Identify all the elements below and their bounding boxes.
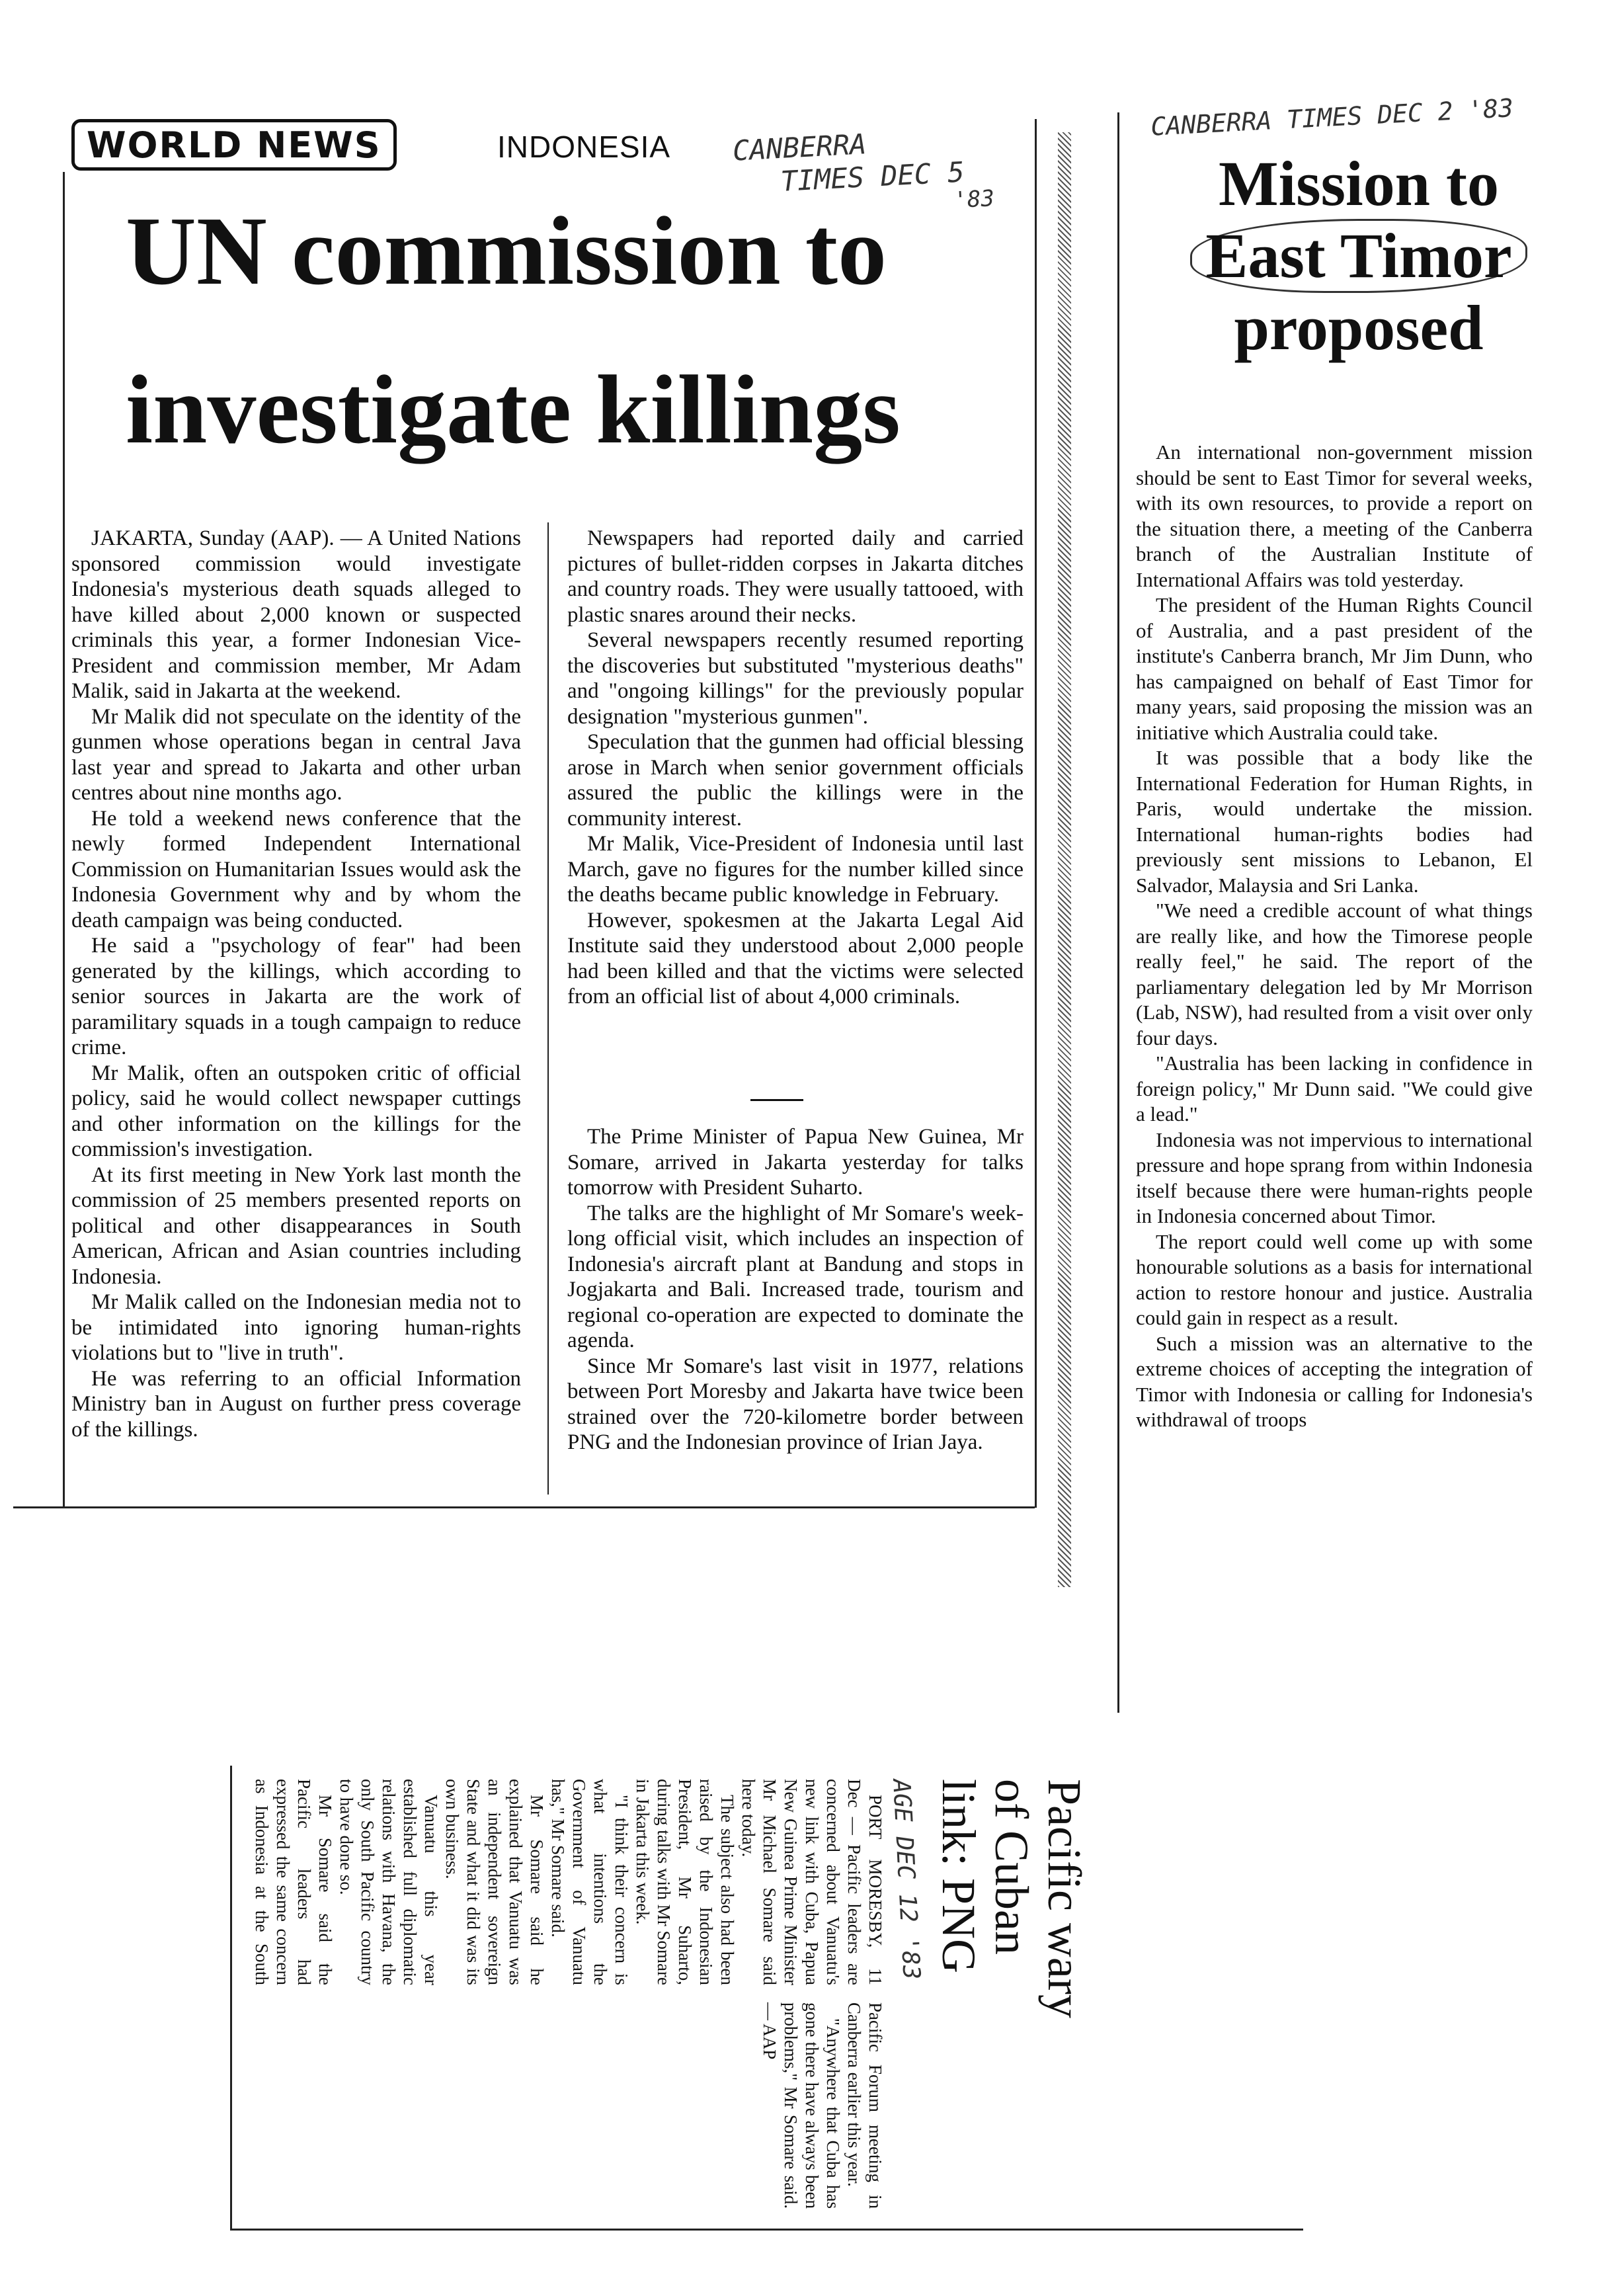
paragraph: "We need a credible account of what things are really like, and how the Timorese people really feel," he said. The report of the parliamentary delegation led by Mr Morrison (Lab, NSW), had resulted from a visit over only four days. xyxy=(1136,899,1533,1049)
paragraph: "I think their concern is what intentions the Government of Vanuatu has," Mr Somare said. xyxy=(548,1779,631,1985)
paragraph: Indonesia was not impervious to international pressure and hope sprang from within Indonesia itself because there were human-rights people in Indonesia concerned about Timor. xyxy=(1136,1128,1533,1227)
paragraph: The Prime Minister of Papua New Guinea, Mr Somare, arrived in Jakarta yesterday for talks tomorrow with President Suharto. xyxy=(567,1125,1024,1200)
paragraph: The talks are the highlight of Mr Somare's week-long official visit, which includes an inspection of Indonesia's aircraft plant at Bandung and stops in Jogjakarta and Bali. Increased trade, tourism and regional co-operation are expected to dominate the agenda. xyxy=(567,1201,1024,1352)
main-article-column-1 xyxy=(71,526,521,1442)
handwritten-line: CANBERRA xyxy=(731,128,867,167)
paragraph: Such a mission was an alternative to the extreme choices of accepting the integration of Timor with Indonesia or calling for Indonesia's withdrawal of troops xyxy=(1136,1331,1533,1431)
paragraph: Mr Malik called on the Indonesian media not to be intimidated into ignoring human-rights violations but to "live in truth". xyxy=(71,1290,521,1365)
paragraph: The president of the Human Rights Council of Australia, and a past president of the institute's Canberra branch, Mr Jim Dunn, who has campaigned on behalf of East Timor for many years, said proposing the mission was an initiative which Australia could take. xyxy=(1136,593,1533,744)
handwritten-source-note: AGE DEC 12 '83 xyxy=(887,1778,925,1981)
right-rule xyxy=(1035,119,1037,1508)
paragraph: He said a "psychology of fear" had been generated by the killings, which according to senior sources in Jakarta are the work of paramilitary squads in a tough campaign to reduce crime. xyxy=(71,934,521,1059)
rotated-article-body xyxy=(218,1779,886,2209)
handwritten-source-note-right: CANBERRA TIMES DEC 2 '83 xyxy=(1150,93,1514,142)
bottom-rule xyxy=(13,1506,1035,1508)
paragraph: Vanuatu this year established full diplomatic relations with Havana, the only South Pacific country to have done so. xyxy=(337,1779,441,1985)
headline-line: investigate killings xyxy=(126,356,901,464)
paragraph: Mr Somare said he explained that Vanuatu was an independent sovereign State and what it did was its own business. xyxy=(442,1779,547,1985)
rotated-clipping xyxy=(231,1779,1091,2209)
headline-line: proposed xyxy=(1234,292,1484,363)
column-edge xyxy=(1117,112,1119,1713)
paragraph: However, spokesmen at the Jakarta Legal Aid Institute said they understood about 2,000 people had been killed and that the victims were selected from an official list of about 4,000 criminals. xyxy=(567,908,1024,1008)
side-article-body xyxy=(1136,440,1533,1433)
main-headline xyxy=(126,198,901,463)
paragraph: Since Mr Somare's last visit in 1977, relations between Port Moresby and Jakarta have twice been strained over the 720-kilometre border between PNG and the Indonesian province of Irian Jaya. xyxy=(567,1354,1024,1454)
side-headline xyxy=(1154,149,1564,363)
paragraph: It was possible that a body like the International Federation for Human Rights, in Paris, would undertake the mission. International human-rights bodies had previously sent missions to Lebanon, El Salvador, Malaysia and Sri Lanka. xyxy=(1136,746,1533,897)
handwritten-line: TIMES DEC 5 xyxy=(780,155,965,198)
paragraph: Mr Malik did not speculate on the identity of the gunmen whose operations began in central Java last year and spread to Jakarta and other urban centres about nine months ago. xyxy=(71,704,521,805)
paragraph: "Anywhere that Cuba has gone there have always been problems," Mr Somare said. — AAP xyxy=(760,2002,843,2209)
scan-shadow xyxy=(1058,132,1071,1587)
paragraph: Speculation that the gunmen had official blessing arose in March when senior government officials assured the public the killings were in the community interest. xyxy=(567,730,1024,831)
paragraph: JAKARTA, Sunday (AAP). — A United Nations sponsored commission would investigate Indonesia's mysterious death squads alleged to have killed about 2,000 known or suspected criminals this year, a former Indonesian Vice-President and commission member, Mr Adam Malik, said in Jakarta at the weekend. xyxy=(71,526,521,703)
paragraph: The subject also had been raised by the Indonesian President, Mr Suharto, during talks with Mr Somare in Jakarta this week. xyxy=(633,1779,737,1985)
handwritten-line: '83 xyxy=(953,185,995,214)
headline-line: East Timor xyxy=(1190,219,1527,293)
top-rule xyxy=(63,172,65,1508)
paragraph: Mr Somare said the Pacific leaders had expressed the same concern as Indonesia at the South Pacific Forum meeting in Canberra earlier this year. xyxy=(252,1779,885,2209)
paragraph: Mr Malik, Vice-President of Indonesia until last March, gave no figures for the number killed since the deaths became public knowledge in February. xyxy=(567,832,1024,907)
paragraph: PORT MORESBY, 11 Dec — Pacific leaders are concerned about Vanuatu's new link with Cuba, Papua New Guinea Prime Minister Mr Michael Somare said here today. xyxy=(739,1779,885,1985)
article-separator xyxy=(750,1099,803,1101)
paragraph: Several newspapers recently resumed reporting the discoveries but substituted "mysterious deaths" and "ongoing killings" for the previously popular designation "mysterious gunmen". xyxy=(567,628,1024,729)
paragraph: He told a weekend news conference that the newly formed Independent International Commission on Humanitarian Issues would ask the Indonesia Government why and by whom the death campaign was being conducted. xyxy=(71,806,521,932)
column-divider xyxy=(547,522,549,1495)
main-article-column-2 xyxy=(567,526,1024,1010)
headline-line: Mission to xyxy=(1218,148,1500,219)
paragraph: At its first meeting in New York last month the commission of 25 members presented reports on political and other disappearances in South American, African and Asian countries including Indonesia. xyxy=(71,1163,521,1289)
headline-line: Pacific wary xyxy=(1038,1779,1091,2018)
headline-line: link: PNG xyxy=(932,1779,985,1974)
paragraph: The report could well come up with some honourable solutions as a basis for international action to restore honour and justice. Australia could gain in respect as a result. xyxy=(1136,1229,1533,1329)
rotated-headline xyxy=(887,1778,1091,2209)
world-news-logo: WORLD NEWS xyxy=(71,119,397,171)
main-article-column-2b xyxy=(567,1124,1024,1456)
paragraph: "Australia has been lacking in confidence in foreign policy," Mr Dunn said. "We could give a lead." xyxy=(1136,1051,1533,1126)
paragraph: Mr Malik, often an outspoken critic of official policy, said he would collect newspaper cuttings and other information on the killings for the commission's investigation. xyxy=(71,1061,521,1161)
headline-line: of Cuban xyxy=(985,1779,1038,1955)
headline-line: UN commission to xyxy=(126,197,887,306)
paragraph: An international non-government mission should be sent to East Timor for several weeks, with its own resources, to provide a report on the situation there, a meeting of the Canberra branch of the Australian Institute of International Affairs was told yesterday. xyxy=(1136,440,1533,591)
paragraph: He was referring to an official Information Ministry ban in August on further press coverage of the killings. xyxy=(71,1366,521,1442)
section-label: INDONESIA xyxy=(497,130,671,164)
paragraph: Newspapers had reported daily and carried pictures of bullet-ridden corpses in Jakarta ditches and country roads. They were usually tattooed, with plastic snares around their necks. xyxy=(567,526,1024,627)
